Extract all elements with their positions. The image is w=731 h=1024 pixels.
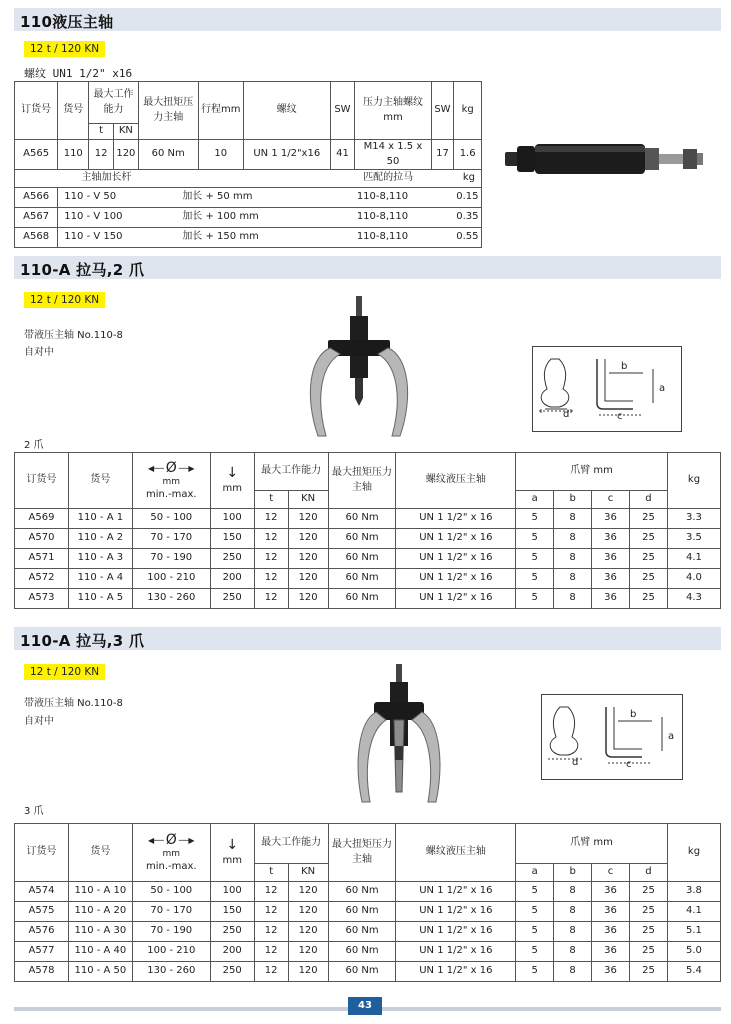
col-d: d	[630, 864, 668, 882]
diameter-range: min.-max.	[145, 489, 197, 501]
cell: A571	[15, 549, 69, 569]
table-row	[15, 569, 721, 589]
cell: 5.4	[667, 962, 720, 982]
dim-b-label: b	[621, 361, 628, 372]
cell: 100 - 210	[132, 569, 210, 589]
capacity-badge: 12 t / 120 KN	[24, 41, 105, 57]
cell: 130 - 260	[132, 962, 210, 982]
section-title: 110-A 拉马,2 爪	[20, 261, 145, 279]
cell: A569	[15, 509, 69, 529]
cell: 12	[254, 922, 288, 942]
cell: 4.0	[667, 569, 720, 589]
cell: 120	[288, 569, 328, 589]
cell: 120	[288, 549, 328, 569]
table-body	[15, 509, 721, 609]
dim-a-label: a	[668, 731, 675, 742]
col-kg: kg	[667, 453, 720, 509]
cell: 100	[210, 509, 254, 529]
cell: 25	[630, 942, 668, 962]
cell: 5	[516, 549, 554, 569]
hydraulic-spindle-photo	[505, 138, 705, 180]
table-row	[15, 140, 482, 170]
cell: 36	[592, 902, 630, 922]
col-order: 订货号	[15, 82, 58, 140]
col-torque: 最大扭矩压力主轴	[328, 453, 396, 509]
dim-c-label: c	[626, 759, 632, 770]
cell: 60 Nm	[328, 569, 396, 589]
cell: 120	[113, 140, 138, 170]
cell: 4.1	[667, 549, 720, 569]
cell: 8	[554, 962, 592, 982]
cell: 50 - 100	[132, 882, 210, 902]
cell: 12	[254, 529, 288, 549]
cell: 150	[210, 902, 254, 922]
col-thread: 螺纹液压主轴	[396, 824, 516, 882]
cell: 200	[210, 569, 254, 589]
ext-header-row	[15, 170, 482, 188]
cell: 0.55	[454, 228, 482, 248]
cell: 100 - 210	[132, 942, 210, 962]
cell: 100	[210, 882, 254, 902]
cell: 36	[592, 529, 630, 549]
cell: 25	[630, 569, 668, 589]
col-c: c	[592, 491, 630, 509]
col-item: 货号	[68, 824, 132, 882]
cell: 110 - A 3	[68, 549, 132, 569]
cell: 120	[288, 902, 328, 922]
cell: 110 - V 50	[58, 188, 139, 208]
cell: UN 1 1/2" x 16	[396, 922, 516, 942]
section-header-2-jaw	[14, 256, 721, 279]
depth-unit: mm	[222, 854, 242, 866]
cell: UN 1 1/2" x 16	[396, 509, 516, 529]
cell: 110 - A 30	[68, 922, 132, 942]
cell: 110 - A 40	[68, 942, 132, 962]
cell: 70 - 190	[132, 549, 210, 569]
table-row	[15, 942, 721, 962]
cell: 110 - A 10	[68, 882, 132, 902]
cell: 60 Nm	[138, 140, 198, 170]
col-torque: 最大扭矩压力主轴	[328, 824, 396, 882]
cell: 8	[554, 942, 592, 962]
cell: 8	[554, 509, 592, 529]
cell: 36	[592, 882, 630, 902]
cell: 5	[516, 922, 554, 942]
cell: UN 1 1/2" x 16	[396, 882, 516, 902]
cell: 60 Nm	[328, 509, 396, 529]
col-kg: kg	[667, 824, 720, 882]
table-row	[15, 549, 721, 569]
cell: 5.1	[667, 922, 720, 942]
table-row	[15, 922, 721, 942]
cell: 4.1	[667, 902, 720, 922]
cell: 8	[554, 882, 592, 902]
cell: UN 1 1/2"x16	[243, 140, 330, 170]
col-sw: SW	[330, 82, 355, 140]
cell: A566	[15, 188, 58, 208]
ext-matching: 匹配的拉马	[198, 170, 431, 188]
cell: 150	[210, 529, 254, 549]
section-title: 110液压主轴	[20, 13, 114, 31]
cell: 3.3	[667, 509, 720, 529]
cell: 17	[431, 140, 454, 170]
cell: 5	[516, 902, 554, 922]
cell: 120	[288, 882, 328, 902]
cell: 70 - 170	[132, 529, 210, 549]
cell: 25	[630, 509, 668, 529]
col-t: t	[254, 864, 288, 882]
col-kn: KN	[113, 124, 138, 140]
col-spindle-thread: 压力主轴螺纹 mm	[355, 82, 431, 140]
cell: A575	[15, 902, 69, 922]
cell: 5.0	[667, 942, 720, 962]
cell: A576	[15, 922, 69, 942]
cell: 25	[630, 529, 668, 549]
cell: A578	[15, 962, 69, 982]
dim-b-label: b	[630, 709, 637, 720]
col-item: 货号	[58, 82, 89, 140]
jaw-count-label: 2 爪	[24, 440, 44, 451]
col-t: t	[89, 124, 114, 140]
col-sw2: SW	[431, 82, 454, 140]
cell: 110 - A 50	[68, 962, 132, 982]
cell: 110 - V 100	[58, 208, 139, 228]
diameter-unit: mm	[162, 849, 181, 860]
col-kg: kg	[454, 82, 482, 140]
col-t: t	[254, 491, 288, 509]
two-jaw-table	[14, 452, 721, 609]
col-stroke: 行程mm	[198, 82, 243, 140]
section-header-spindle	[14, 8, 721, 31]
cell: 25	[630, 882, 668, 902]
col-b: b	[554, 491, 592, 509]
cell: 12	[254, 509, 288, 529]
cell: 120	[288, 509, 328, 529]
cell: 110	[58, 140, 89, 170]
col-capacity: 最大工作能力	[89, 82, 139, 124]
cell: 36	[592, 589, 630, 609]
cell: 12	[254, 942, 288, 962]
col-capacity: 最大工作能力	[254, 453, 328, 491]
cell: 12	[254, 882, 288, 902]
ext-label: 主轴加长杆	[15, 170, 199, 188]
cell: 70 - 190	[132, 922, 210, 942]
cell: 120	[288, 962, 328, 982]
cell: 12	[254, 549, 288, 569]
cell: 110-8,110	[355, 188, 454, 208]
cell: 60 Nm	[328, 902, 396, 922]
cell: 120	[288, 922, 328, 942]
depth-unit: mm	[222, 482, 242, 494]
col-kn: KN	[288, 491, 328, 509]
col-d: d	[630, 491, 668, 509]
diameter-icon: Ø	[165, 460, 177, 477]
col-torque: 最大扭矩压力主轴	[138, 82, 198, 140]
cell: 1.6	[454, 140, 482, 170]
cell: UN 1 1/2" x 16	[396, 589, 516, 609]
cell: 60 Nm	[328, 589, 396, 609]
cell: 3.8	[667, 882, 720, 902]
cell: 0.35	[454, 208, 482, 228]
col-jaw: 爪臂 mm	[516, 824, 668, 864]
cell: 120	[288, 589, 328, 609]
cell: 60 Nm	[328, 529, 396, 549]
cell: 250	[210, 549, 254, 569]
col-diameter: ◀── Ø ──▶ mm min.-max.	[132, 453, 210, 509]
cell: 36	[592, 942, 630, 962]
cell: 36	[592, 569, 630, 589]
cell: 200	[210, 942, 254, 962]
cell: 加长 + 50 mm	[138, 188, 355, 208]
table-row	[15, 882, 721, 902]
cell: 130 - 260	[132, 589, 210, 609]
cell: 110-8,110	[355, 208, 454, 228]
cell: A573	[15, 589, 69, 609]
cell: 25	[630, 549, 668, 569]
cell: 120	[288, 529, 328, 549]
cell: 10	[198, 140, 243, 170]
col-order: 订货号	[15, 453, 69, 509]
cell: UN 1 1/2" x 16	[396, 529, 516, 549]
cell: 8	[554, 529, 592, 549]
table-row	[15, 208, 482, 228]
cell: 12	[254, 569, 288, 589]
capacity-badge: 12 t / 120 KN	[24, 664, 105, 680]
cell: A577	[15, 942, 69, 962]
jaw-count-label: 3 爪	[24, 806, 44, 817]
cell: 25	[630, 589, 668, 609]
cell: 12	[254, 962, 288, 982]
spindle-note: 带液压主轴 No.110-8	[24, 698, 123, 709]
table-row	[15, 228, 482, 248]
col-c: c	[592, 864, 630, 882]
col-depth	[210, 453, 254, 509]
jaw-dimension-diagram	[541, 694, 683, 780]
cell: 4.3	[667, 589, 720, 609]
cell: 加长 + 150 mm	[138, 228, 355, 248]
table-body	[15, 882, 721, 982]
cell: 60 Nm	[328, 962, 396, 982]
jaw-dimension-diagram	[532, 346, 682, 432]
three-jaw-table	[14, 823, 721, 982]
cell: 12	[254, 589, 288, 609]
cell: 25	[630, 922, 668, 942]
cell: UN 1 1/2" x 16	[396, 942, 516, 962]
capacity-badge: 12 t / 120 KN	[24, 292, 105, 308]
col-jaw: 爪臂 mm	[516, 453, 668, 491]
cell: 加长 + 100 mm	[138, 208, 355, 228]
cell: 60 Nm	[328, 549, 396, 569]
cell: 250	[210, 962, 254, 982]
col-diameter: ◀── Ø ──▶ mm min.-max.	[132, 824, 210, 882]
cell: 41	[330, 140, 355, 170]
cell: 36	[592, 962, 630, 982]
section-header-3-jaw	[14, 627, 721, 650]
cell: 110 - A 5	[68, 589, 132, 609]
cell: 36	[592, 922, 630, 942]
cell: 0.15	[454, 188, 482, 208]
col-a: a	[516, 491, 554, 509]
col-b: b	[554, 864, 592, 882]
diameter-range: min.-max.	[145, 861, 197, 873]
cell: 50 - 100	[132, 509, 210, 529]
cell: 12	[89, 140, 114, 170]
table-row	[15, 589, 721, 609]
col-a: a	[516, 864, 554, 882]
cell: 25	[630, 902, 668, 922]
cell: 110 - A 1	[68, 509, 132, 529]
spindle-note: 带液压主轴 No.110-8	[24, 330, 123, 341]
cell: 110 - A 20	[68, 902, 132, 922]
cell: 8	[554, 589, 592, 609]
table-row	[15, 509, 721, 529]
table-row	[15, 902, 721, 922]
diameter-icon: Ø	[165, 832, 177, 849]
self-centering-note: 自对中	[24, 716, 54, 727]
cell: 5	[516, 509, 554, 529]
cell: 60 Nm	[328, 922, 396, 942]
cell: 5	[516, 962, 554, 982]
dim-d-label: d	[572, 757, 579, 768]
table-row	[15, 188, 482, 208]
cell: UN 1 1/2" x 16	[396, 962, 516, 982]
col-item: 货号	[68, 453, 132, 509]
arrow-down-icon: ↓	[226, 836, 239, 853]
cell: A567	[15, 208, 58, 228]
cell: 8	[554, 569, 592, 589]
col-kn: KN	[288, 864, 328, 882]
three-jaw-puller-photo	[352, 664, 448, 808]
cell: A574	[15, 882, 69, 902]
cell: 5	[516, 942, 554, 962]
thread-note: 螺纹 UN1 1/2" x16	[24, 67, 133, 80]
cell: 60 Nm	[328, 882, 396, 902]
cell: UN 1 1/2" x 16	[396, 902, 516, 922]
cell: 250	[210, 922, 254, 942]
cell: 120	[288, 942, 328, 962]
cell: 36	[592, 509, 630, 529]
col-thread: 螺纹	[243, 82, 330, 140]
dim-a-label: a	[659, 383, 666, 394]
cell: UN 1 1/2" x 16	[396, 549, 516, 569]
cell: A565	[15, 140, 58, 170]
self-centering-note: 自对中	[24, 347, 54, 358]
cell: 110 - A 4	[68, 569, 132, 589]
spindle-table	[14, 81, 482, 248]
ext-kg: kg	[431, 170, 481, 188]
cell: 70 - 170	[132, 902, 210, 922]
two-jaw-puller-photo	[300, 296, 418, 444]
table-row	[15, 529, 721, 549]
diameter-unit: mm	[162, 477, 181, 488]
section-title: 110-A 拉马,3 爪	[20, 632, 145, 650]
cell: 250	[210, 589, 254, 609]
cell: 5	[516, 589, 554, 609]
cell: M14 x 1.5 x 50	[355, 140, 431, 170]
cell: A568	[15, 228, 58, 248]
cell: 3.5	[667, 529, 720, 549]
cell: 5	[516, 569, 554, 589]
cell: 60 Nm	[328, 942, 396, 962]
cell: 8	[554, 922, 592, 942]
cell: 5	[516, 529, 554, 549]
cell: 12	[254, 902, 288, 922]
col-capacity: 最大工作能力	[254, 824, 328, 864]
cell: 36	[592, 549, 630, 569]
cell: UN 1 1/2" x 16	[396, 569, 516, 589]
table-row	[15, 962, 721, 982]
dim-d-label: d	[563, 409, 570, 420]
col-thread: 螺纹液压主轴	[396, 453, 516, 509]
cell: 5	[516, 882, 554, 902]
cell: 8	[554, 902, 592, 922]
cell: A570	[15, 529, 69, 549]
col-depth	[210, 824, 254, 882]
cell: 110 - V 150	[58, 228, 139, 248]
page-number: 43	[348, 997, 382, 1015]
cell: 110 - A 2	[68, 529, 132, 549]
cell: 25	[630, 962, 668, 982]
dim-c-label: c	[617, 411, 623, 422]
arrow-down-icon: ↓	[226, 464, 239, 481]
cell: A572	[15, 569, 69, 589]
col-order: 订货号	[15, 824, 69, 882]
cell: 110-8,110	[355, 228, 454, 248]
cell: 8	[554, 549, 592, 569]
